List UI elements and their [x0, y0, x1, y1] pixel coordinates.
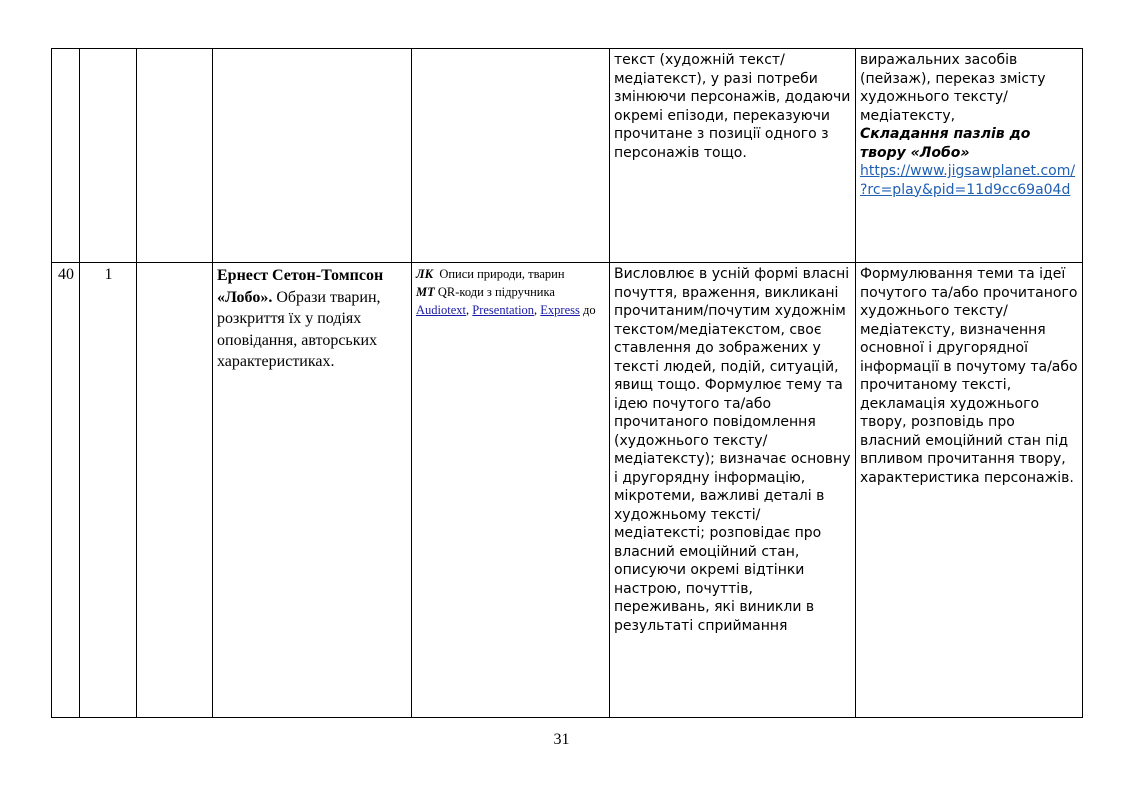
topic-title: Ернест Сетон-Томпсон «Лобо». — [217, 267, 384, 306]
presentation-link[interactable]: Presentation — [472, 303, 535, 317]
activities-text: виражальних засобів (пейзаж), переказ змісту художнього тексту/медіатексту, — [860, 52, 1046, 124]
activities-cell: Формулювання теми та ідеї почутого та/або прочитаного художнього тексту/медіатексту, визначення основної і другорядної інформації в почутому та/або прочитаному тексті, декламація художнього твору, розповідь про власний емоційний стан під впливом прочитання твору, характеристика персонажів. — [856, 263, 1083, 718]
topic-cell — [213, 49, 412, 263]
lesson-number-cell: 40 — [52, 263, 80, 718]
table-row — [52, 49, 1083, 263]
topic-cell — [213, 263, 412, 718]
puzzle-activity-title: Складання пазлів до твору «Лобо» — [860, 126, 1031, 161]
express-link[interactable]: Express — [540, 303, 580, 317]
hours-cell: 1 — [80, 263, 137, 718]
hours-cell — [80, 49, 137, 263]
mt-label: МТ — [416, 285, 435, 299]
activities-cell — [856, 49, 1083, 263]
learning-results-cell: Висловлює в усній формі власні почуття, враження, викликані прочитаним/почутим художнім текстом/медіатекстом, своє ставлення до зображених у тексті людей, подій, ситуацій, явищ тощо. Формулює тему та ідею почутого та/або прочитаного повідомлення (художнього тексту/медіатексту); визначає основну і другорядну інформацію, мікротеми, важливі деталі в художньому тексті/ медіатексті; розповідає про власний емоційний стан, описуючи окремі відтінки настрою, почуттів, переживань, які виникли в результаті сприймання — [610, 263, 856, 718]
learning-results-cell: текст (художній текст/медіатекст), у разі потреби змінюючи персонажів, додаючи окремі епізоди, переказуючи прочитане з позиції одного з персонажів тощо. — [610, 49, 856, 263]
methods-trailing-text: до — [583, 303, 596, 317]
table-row — [52, 263, 1083, 718]
lk-text: Описи природи, тварин — [439, 267, 565, 281]
date-cell — [137, 263, 213, 718]
jigsaw-puzzle-link[interactable]: https://www.jigsawplanet.com/?rc=play&pid=11d9cc69a04d — [860, 163, 1076, 198]
audiotext-link[interactable]: Audiotext — [416, 303, 466, 317]
methods-cell — [412, 49, 610, 263]
mt-text: QR-коди з підручника — [437, 285, 555, 299]
lk-label: ЛК — [416, 267, 434, 281]
page-number: 31 — [553, 731, 570, 748]
methods-cell: ЛК Описи природи, тварин МТ QR-коди з підручника Audiotext, Presentation, Express до — [412, 263, 610, 718]
topic-description: Образи тварин, розкриття їх у подіях оповідання, авторських характеристиках. — [217, 288, 381, 370]
lesson-plan-table — [51, 48, 1083, 718]
date-cell — [137, 49, 213, 263]
lesson-number-cell — [52, 49, 80, 263]
